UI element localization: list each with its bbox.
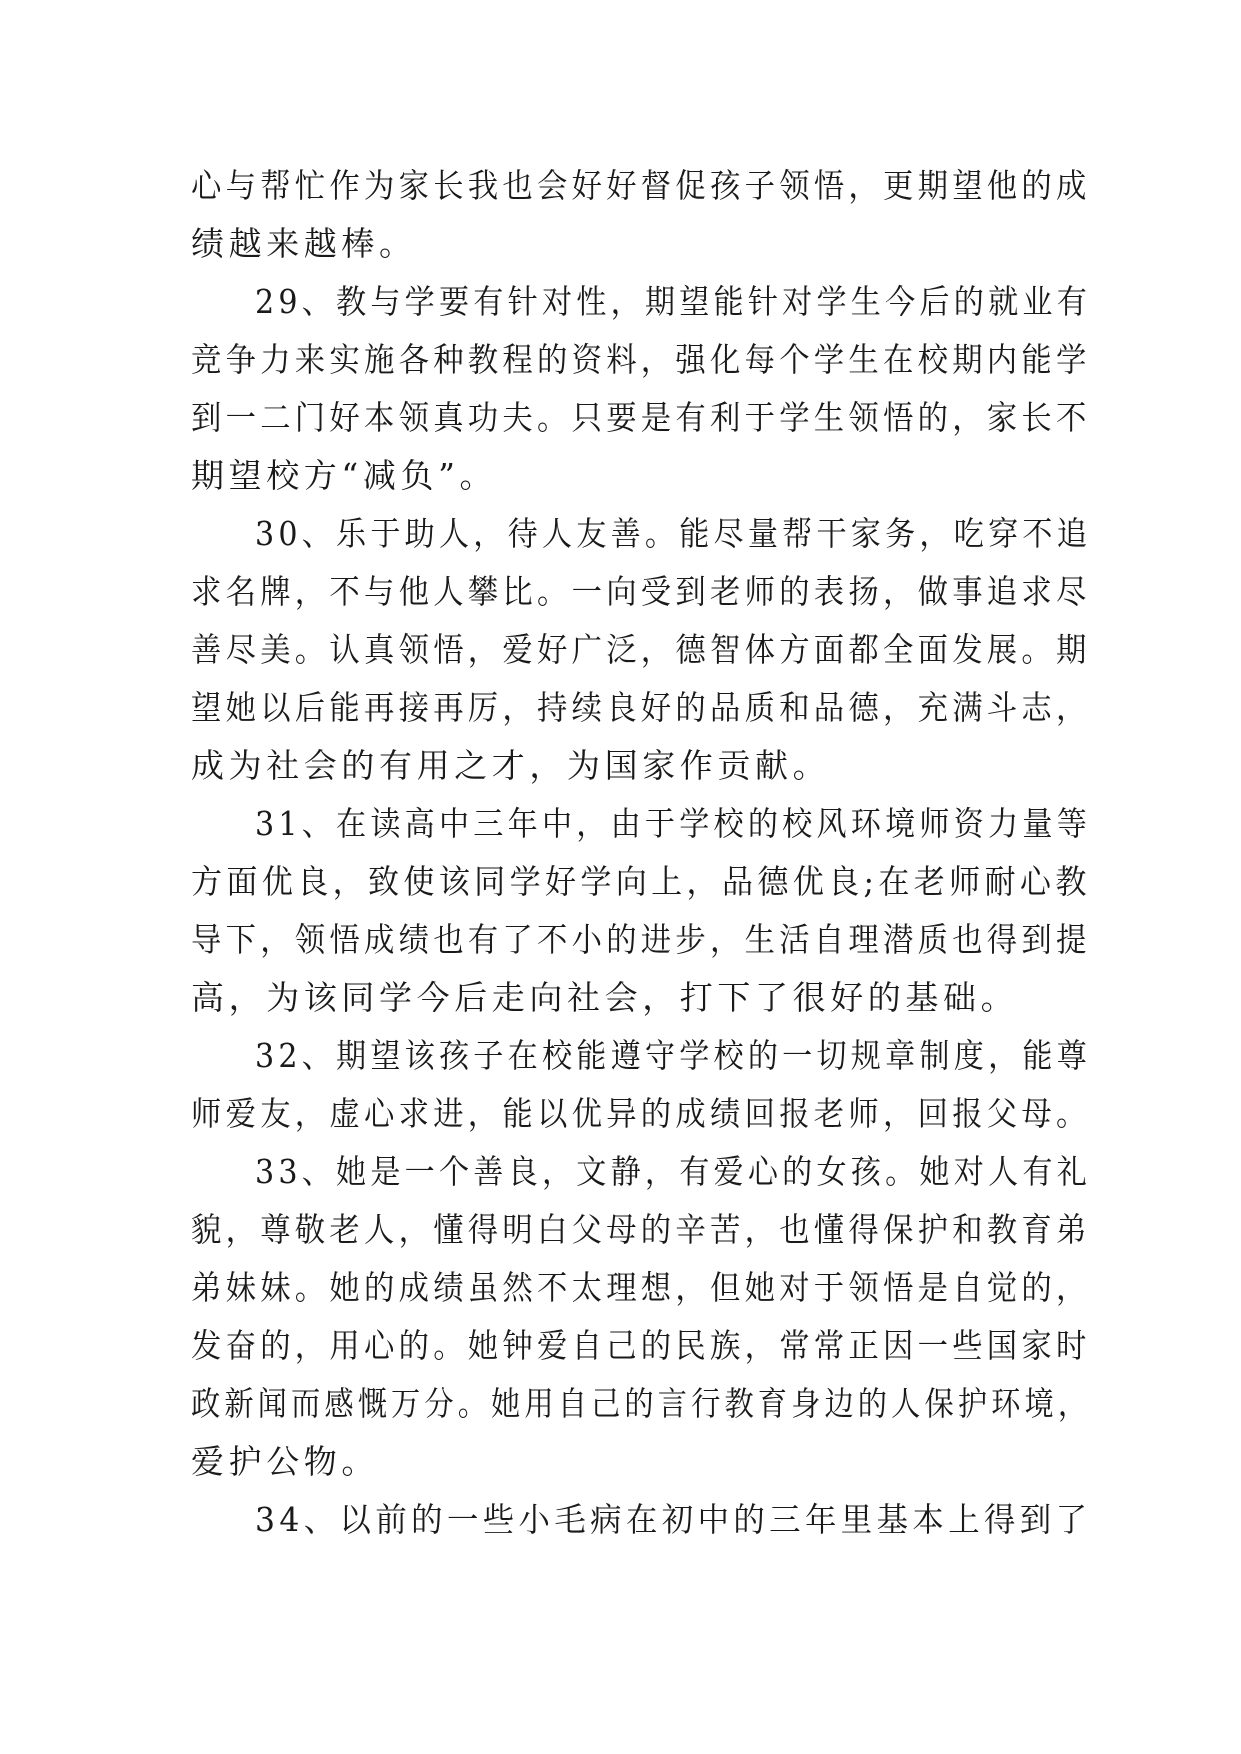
paragraph-33-start: 33、她是一个善良，文静，有爱心的女孩。她对人有礼 [255, 1152, 1092, 1191]
text-line: 善尽美。认真领悟，爱好广泛，德智体方面都全面发展。期 [191, 630, 1091, 669]
paragraph-31-start: 31、在读高中三年中，由于学校的校风环境师资力量等 [255, 804, 1092, 843]
text-line: 师爱友，虚心求进，能以优异的成绩回报老师，回报父母。 [191, 1094, 1091, 1133]
text-line: 望她以后能再接再厉，持续良好的品质和品德，充满斗志， [191, 688, 1091, 727]
text-line: 竞争力来实施各种教程的资料，强化每个学生在校期内能学 [191, 340, 1091, 379]
text-line: 求名牌，不与他人攀比。一向受到老师的表扬，做事追求尽 [191, 572, 1091, 611]
text-line: 发奋的，用心的。她钟爱自己的民族，常常正因一些国家时 [191, 1326, 1091, 1365]
text-line: 政新闻而感慨万分。她用自己的言行教育身边的人保护环境， [191, 1384, 1092, 1423]
text-line: 弟妹妹。她的成绩虽然不太理想，但她对于领悟是自觉的， [191, 1268, 1091, 1307]
text-line: 成为社会的有用之才，为国家作贡献。 [191, 746, 831, 785]
paragraph-32-start: 32、期望该孩子在校能遵守学校的一切规章制度，能尊 [255, 1036, 1092, 1075]
text-line: 方面优良，致使该同学好学向上，品德优良;在老师耐心教 [191, 862, 1091, 901]
text-line: 貌，尊敬老人，懂得明白父母的辛苦，也懂得保护和教育弟 [191, 1210, 1091, 1249]
paragraph-30-start: 30、乐于助人，待人友善。能尽量帮干家务，吃穿不追 [255, 514, 1092, 553]
text-line: 高，为该同学今后走向社会，打下了很好的基础。 [191, 978, 1019, 1017]
paragraph-29-start: 29、教与学要有针对性，期望能针对学生今后的就业有 [255, 282, 1092, 321]
text-line: 导下，领悟成绩也有了不小的进步，生活自理潜质也得到提 [191, 920, 1091, 959]
text-line: 期望校方“减负”。 [191, 456, 498, 495]
text-line: 心与帮忙作为家长我也会好好督促孩子领悟，更期望他的成 [191, 166, 1091, 205]
paragraph-34-start: 34、以前的一些小毛病在初中的三年里基本上得到了 [255, 1500, 1092, 1539]
text-line: 爱护公物。 [191, 1442, 379, 1481]
text-line: 绩越来越棒。 [191, 224, 417, 263]
text-line: 到一二门好本领真功夫。只要是有利于学生领悟的，家长不 [191, 398, 1091, 437]
